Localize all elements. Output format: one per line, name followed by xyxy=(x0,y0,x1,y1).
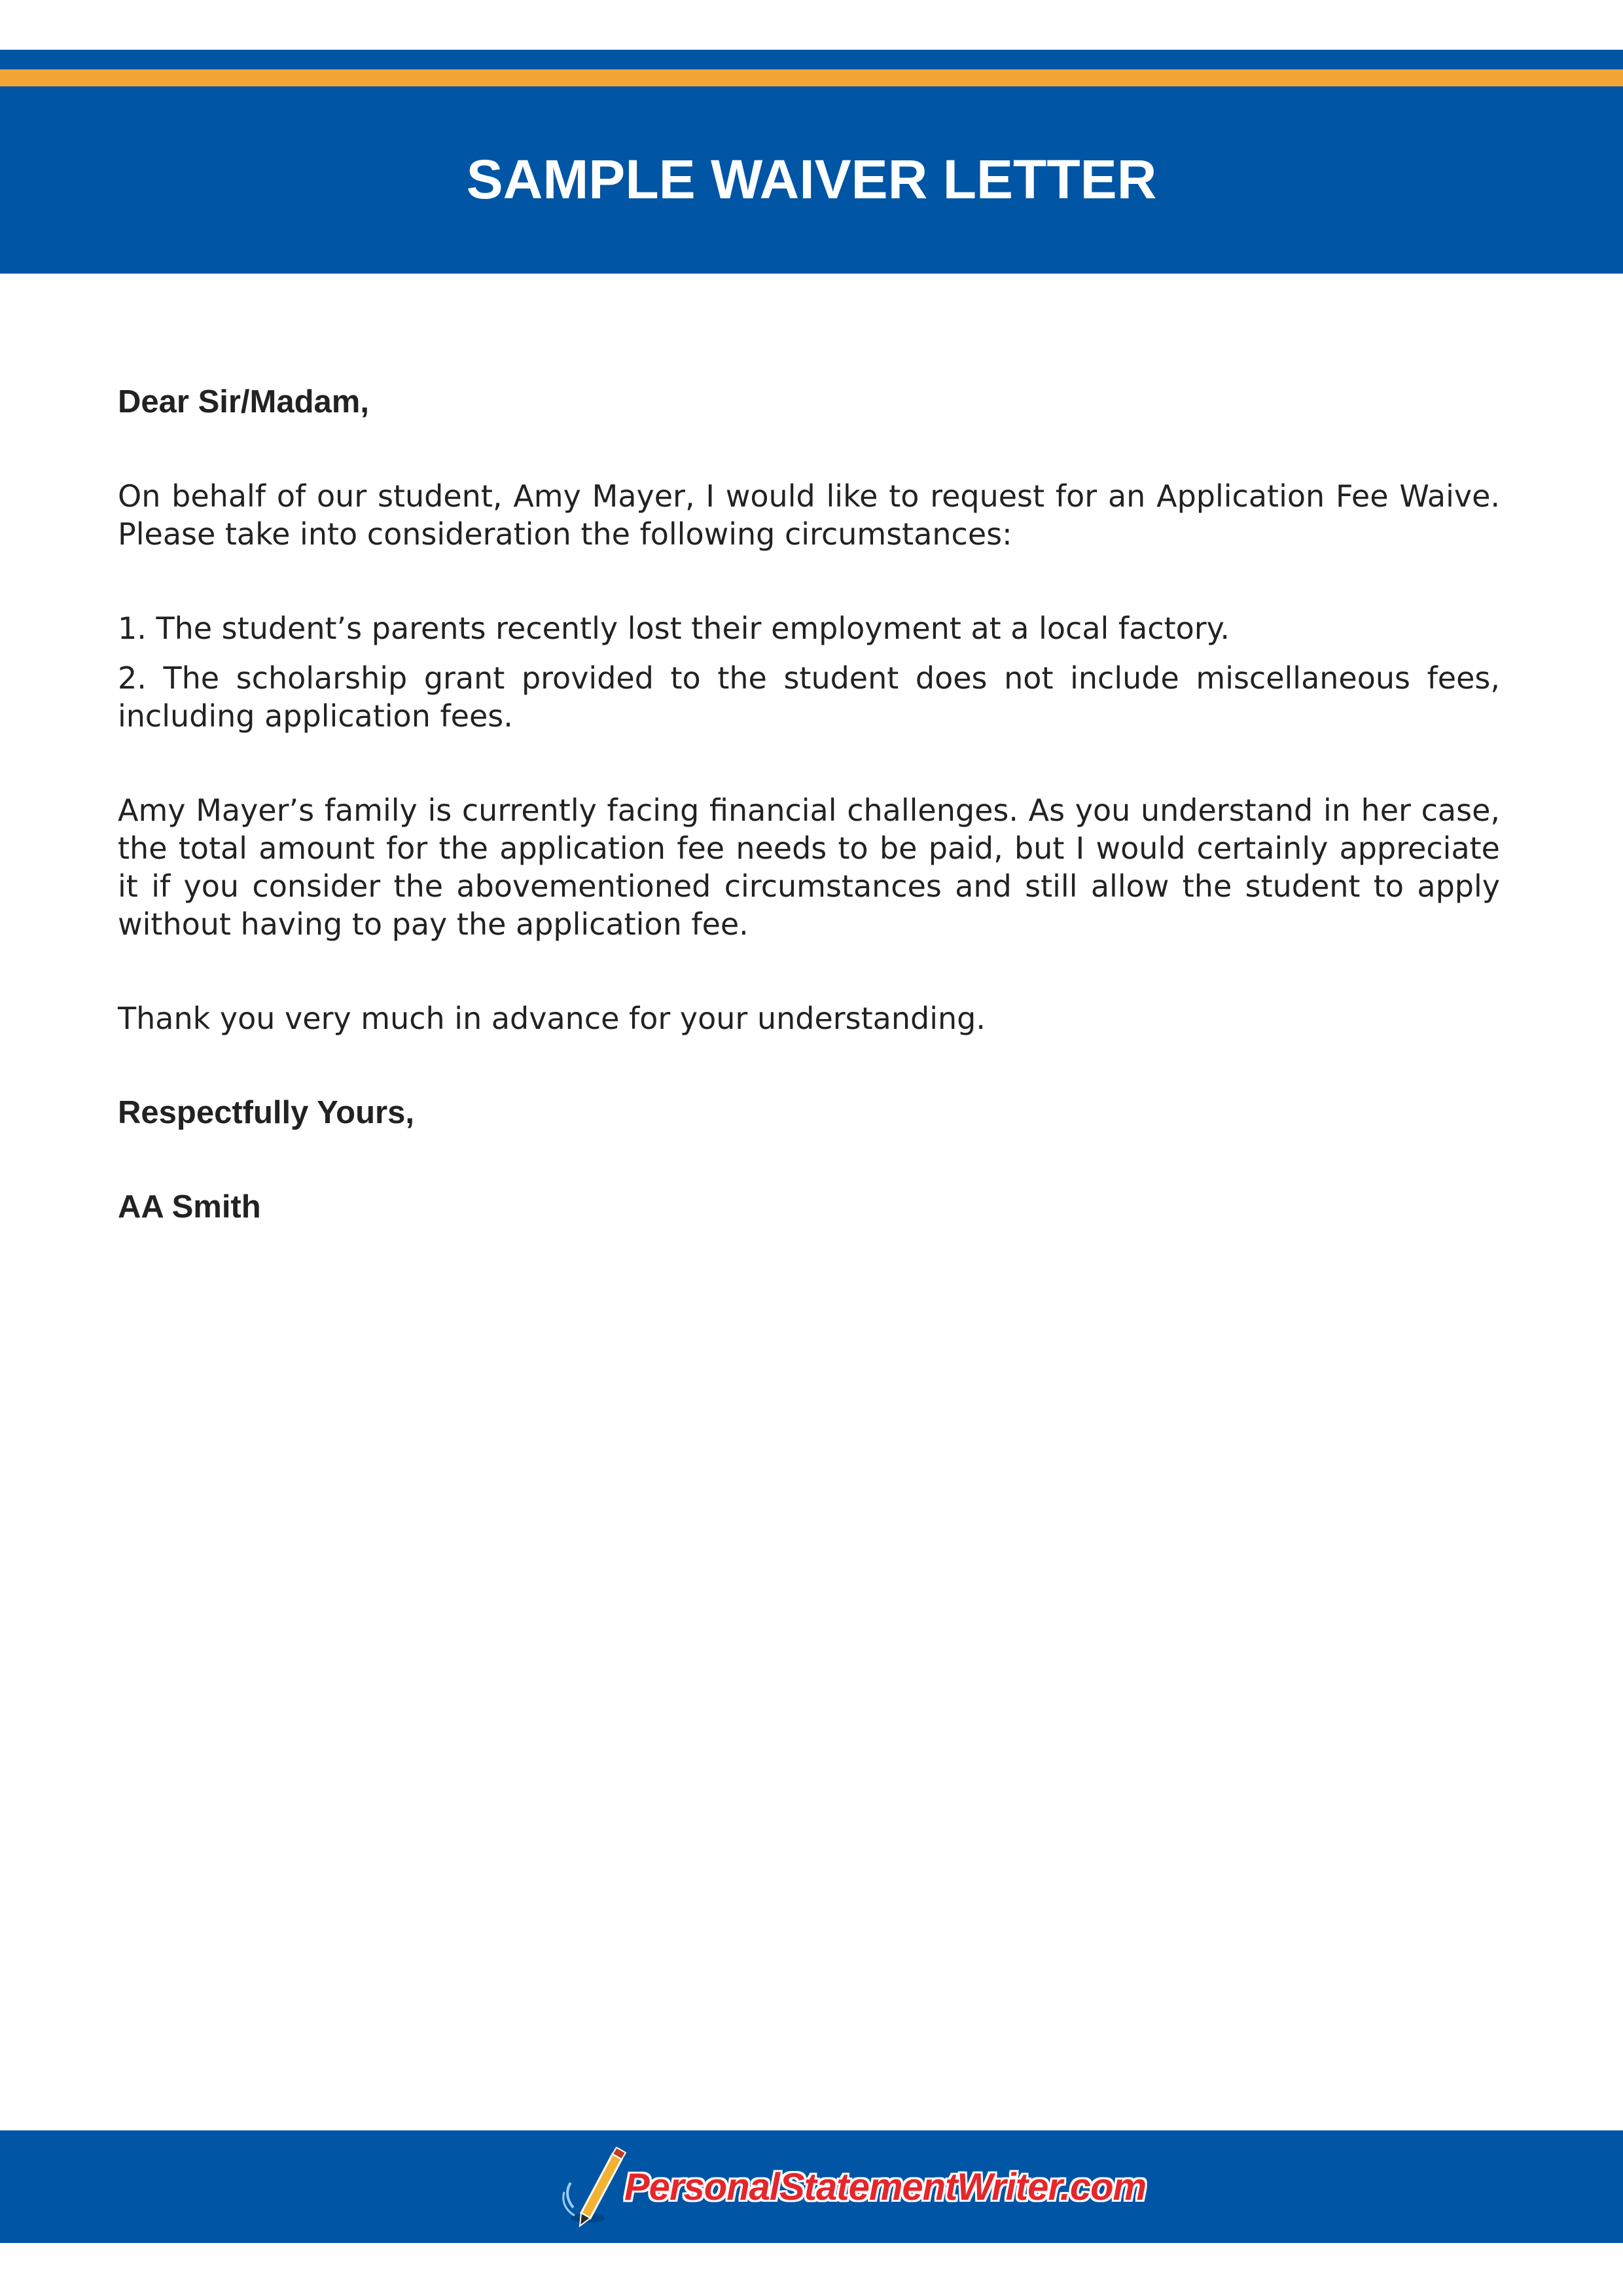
site-logo[interactable] xyxy=(562,2145,1147,2229)
letter-body xyxy=(118,383,1500,1226)
footer-banner xyxy=(0,2130,1623,2243)
page-title: SAMPLE WAIVER LETTER xyxy=(466,149,1157,210)
circumstance-item-2: 2. The scholarship grant provided to the student does not include miscellaneous fees, including application fees. xyxy=(118,660,1500,734)
thanks-paragraph: Thank you very much in advance for your understanding. xyxy=(118,1001,986,1036)
header-banner xyxy=(0,50,1623,274)
logo-text: PersonalStatementWriter.com xyxy=(624,2166,1147,2208)
header-accent-stripe xyxy=(0,69,1623,86)
signature: AA Smith xyxy=(118,1189,261,1225)
intro-paragraph: On behalf of our student, Amy Mayer, I would like to request for an Application Fee Waive. Please take into consideration the following circumstances: xyxy=(118,478,1500,552)
pen-icon xyxy=(562,2145,627,2229)
body-paragraph: Amy Mayer’s family is currently facing financial challenges. As you understand in her case, the total amount for the application fee needs to be paid, but I would certainly appreciate it if you consider the abovementioned circumstances and still allow the student to apply without having to pay the application fee. xyxy=(118,793,1500,942)
closing: Respectfully Yours, xyxy=(118,1095,414,1130)
salutation: Dear Sir/Madam, xyxy=(118,384,369,420)
circumstance-item-1: 1. The student’s parents recently lost their employment at a local factory. xyxy=(118,611,1230,646)
